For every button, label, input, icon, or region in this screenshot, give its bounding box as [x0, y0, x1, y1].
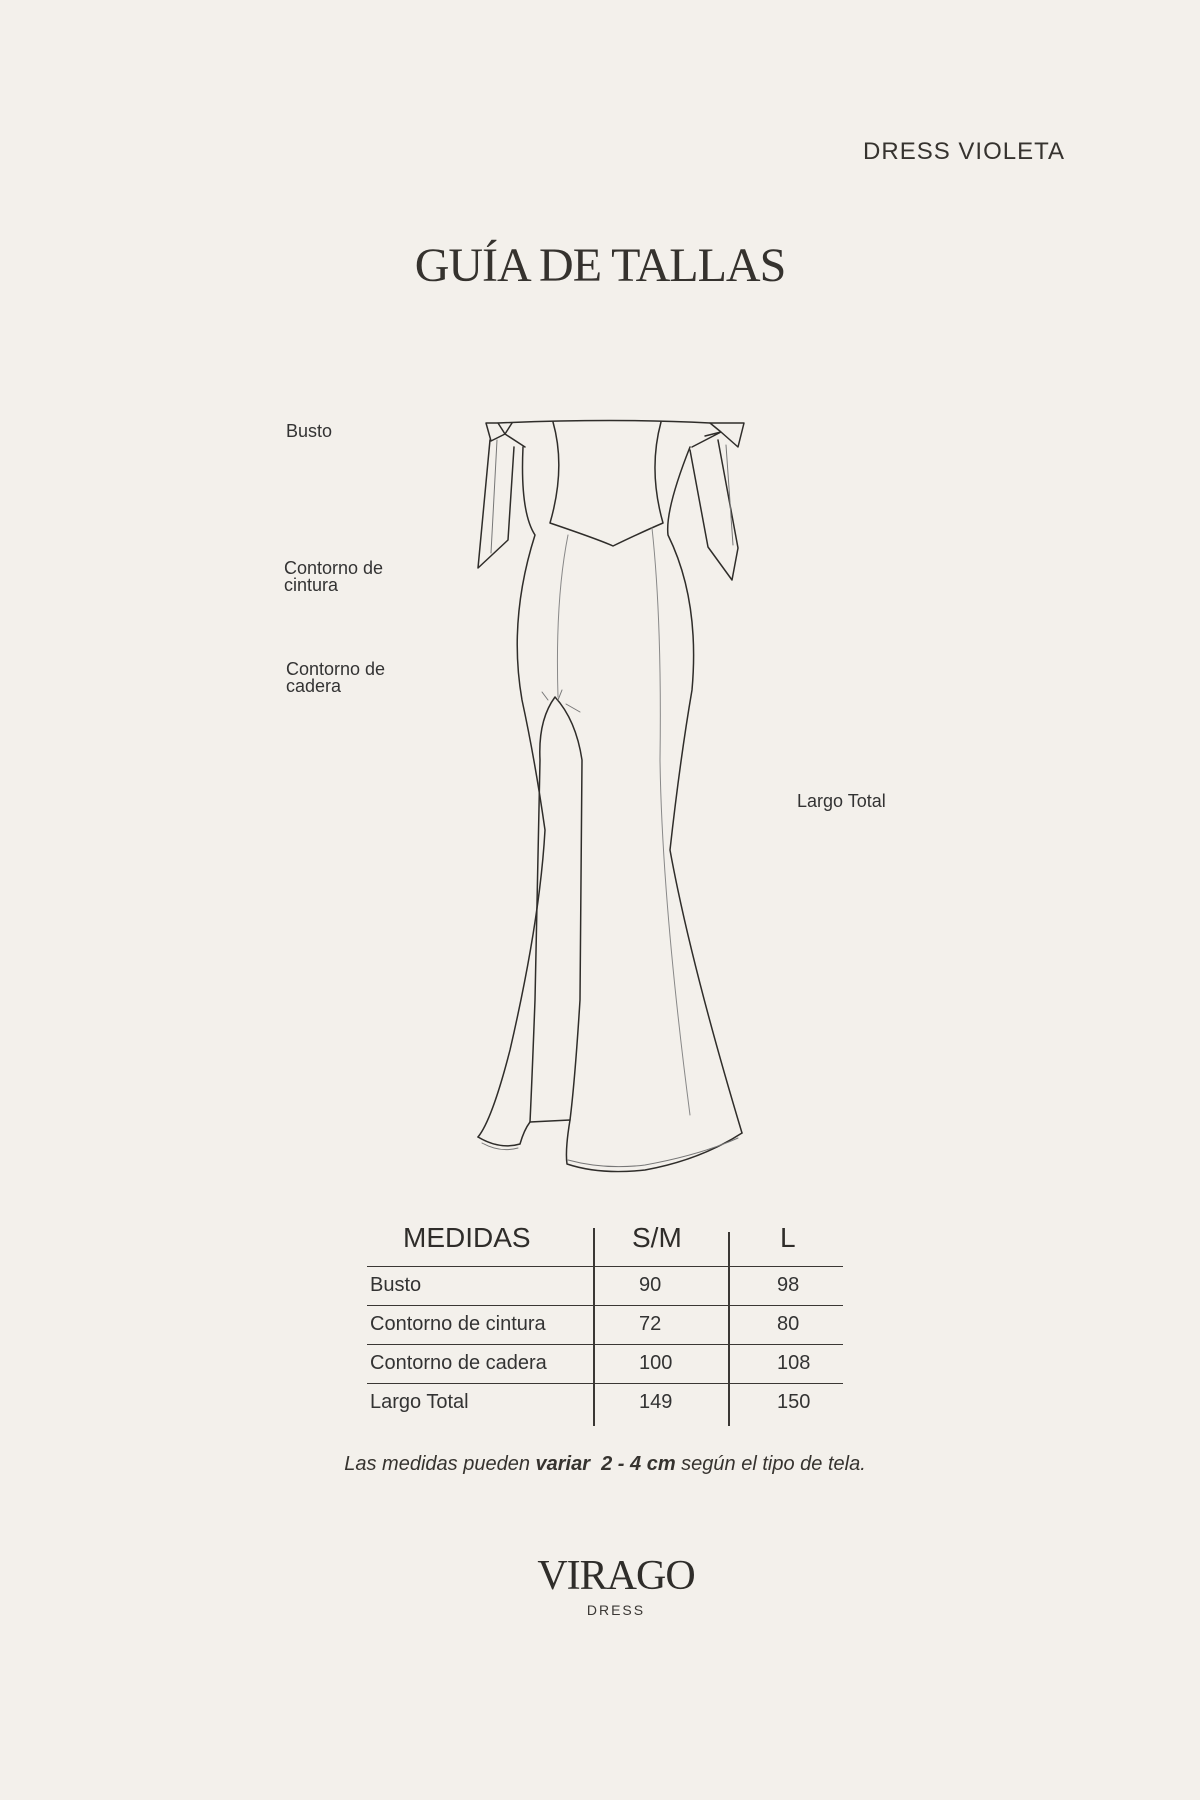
header-sm: S/M: [632, 1222, 682, 1253]
note-text: según el tipo de tela.: [675, 1453, 866, 1475]
brand-subtitle: DRESS: [586, 1602, 646, 1618]
brand-logo: VIRAGO: [537, 1553, 695, 1599]
dress-slit: [530, 697, 582, 1122]
table-row: [367, 1344, 843, 1383]
label-largo: Largo Total: [797, 791, 886, 811]
product-name: DRESS VIOLETA: [863, 138, 1065, 165]
row-label: Largo Total: [370, 1391, 469, 1413]
measurement-note: [0, 1453, 1200, 1476]
row-value-sm: 90: [639, 1274, 662, 1296]
row-value-l: 98: [777, 1274, 800, 1296]
size-table-body: [367, 1266, 843, 1422]
left-bow-icon: [486, 423, 525, 447]
label-cadera-line2: cadera: [286, 676, 342, 696]
label-busto: Busto: [286, 421, 333, 441]
size-table: [367, 1212, 843, 1422]
header-medidas: MEDIDAS: [403, 1222, 531, 1253]
dress-left-side: [478, 447, 545, 1137]
label-cintura-line2: cintura: [284, 575, 339, 595]
dress-neckline: [498, 421, 710, 424]
row-label: Contorno de cintura: [370, 1313, 546, 1335]
dress-hem: [478, 1120, 742, 1172]
note-text: [590, 1453, 601, 1475]
note-text: Las medidas pueden: [344, 1453, 536, 1475]
row-label: Busto: [370, 1274, 422, 1296]
row-value-l: 80: [777, 1313, 800, 1335]
row-value-sm: 72: [639, 1313, 662, 1335]
column-divider: [728, 1232, 730, 1426]
column-divider: [593, 1228, 595, 1426]
row-value-sm: 100: [639, 1352, 673, 1374]
label-cintura-line1: Contorno de: [284, 558, 384, 578]
row-label: Contorno de cadera: [370, 1352, 547, 1374]
size-table-header: [367, 1212, 843, 1266]
note-bold: 2 - 4 cm: [601, 1453, 676, 1475]
table-row: [367, 1266, 843, 1305]
page-title: GUÍA DE TALLAS: [414, 239, 786, 292]
table-row: [367, 1383, 843, 1422]
header-l: L: [780, 1222, 796, 1253]
note-bold: variar: [535, 1453, 590, 1475]
row-value-l: 150: [777, 1391, 811, 1413]
row-value-l: 108: [777, 1352, 811, 1374]
dress-waist: [550, 422, 663, 546]
dress-right-side: [668, 447, 742, 1133]
row-value-sm: 149: [639, 1391, 673, 1413]
table-row: [367, 1305, 843, 1344]
label-cadera-line1: Contorno de: [286, 659, 386, 679]
